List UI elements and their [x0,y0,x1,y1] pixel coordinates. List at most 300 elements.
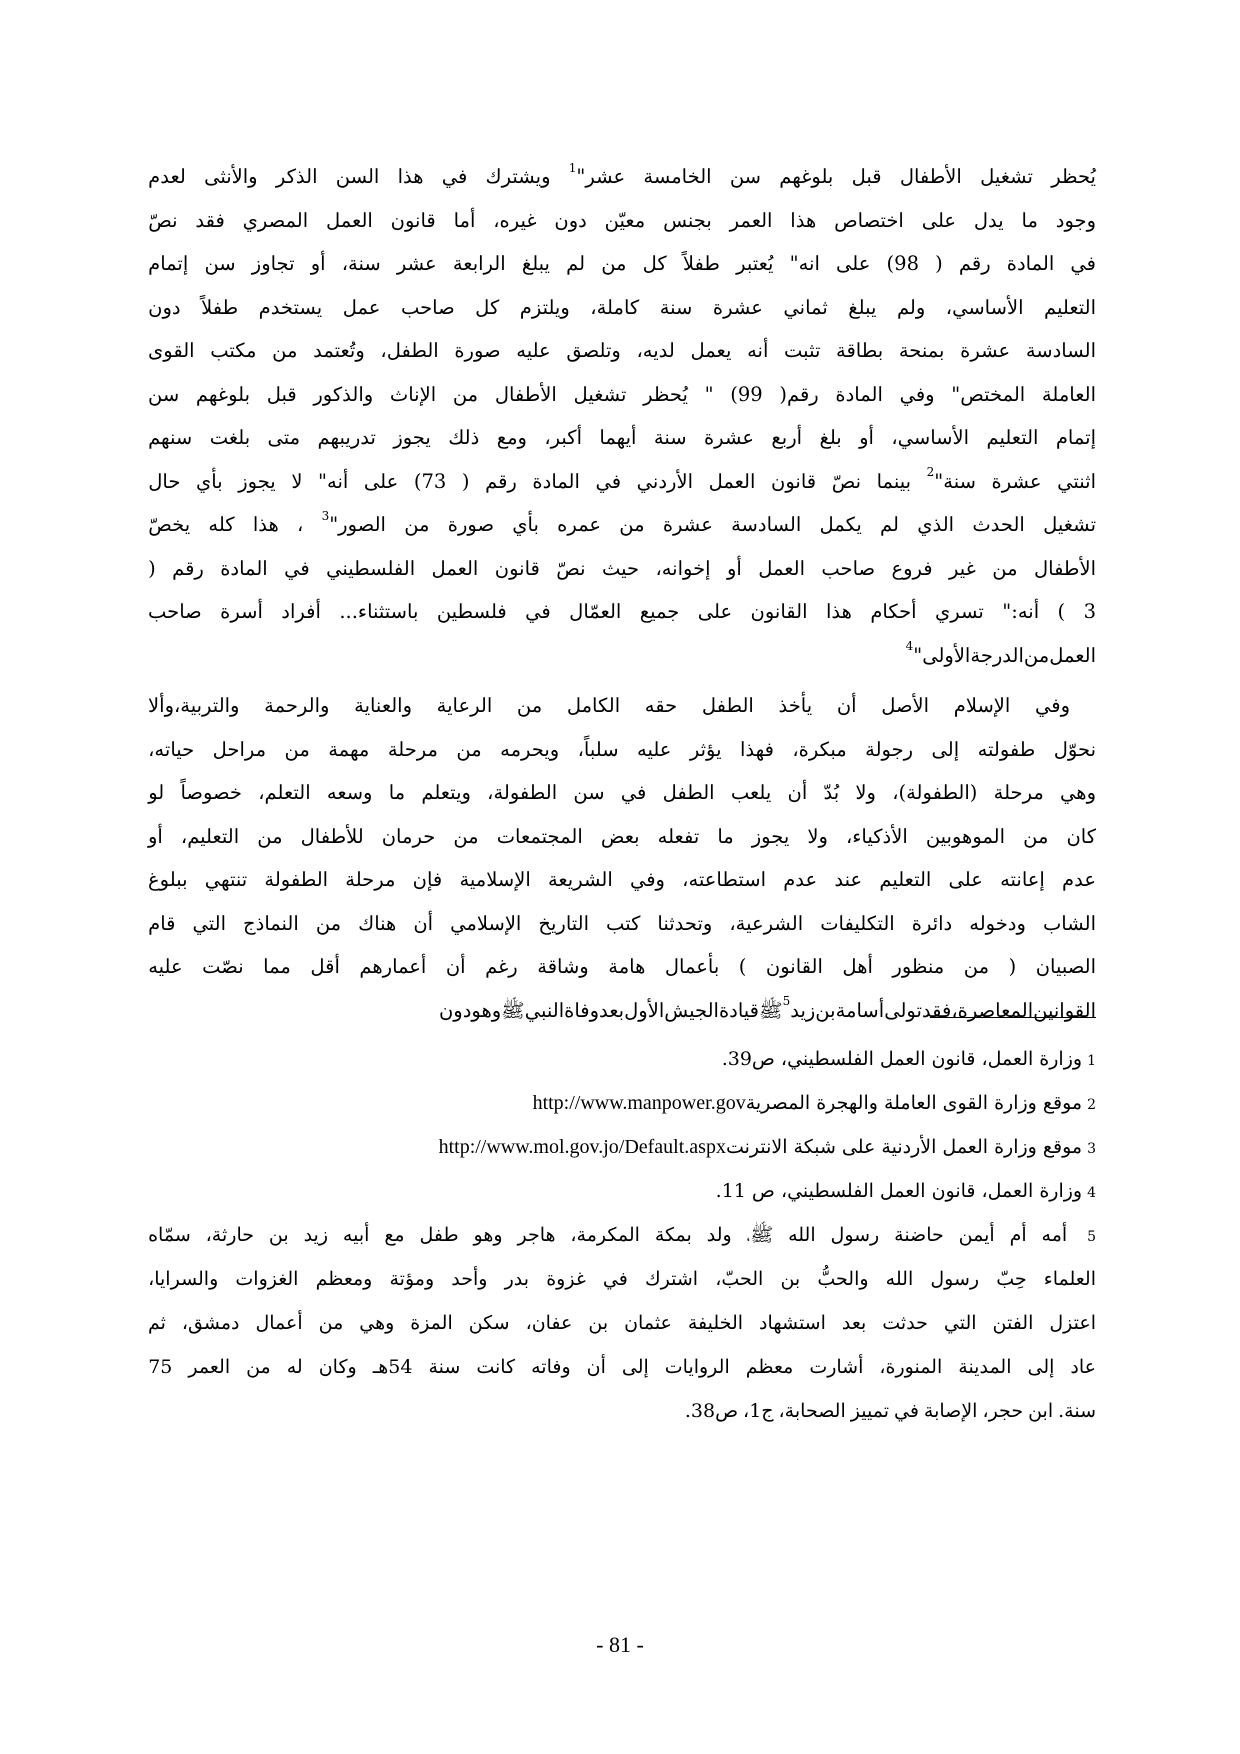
word: باستثناء... [339,600,419,623]
word: 54هـ [372,1356,413,1378]
word: التعليم [986,426,1039,449]
word: الأردني [636,469,693,493]
word: لو [148,781,165,804]
word: اختصاص [834,208,904,232]
word: تدريبهم [317,426,376,449]
word: لا [291,469,303,493]
word: معظم [745,1356,794,1378]
word: تشغيل [573,382,627,406]
word: قيادة [718,998,759,1022]
word: وجود [1055,208,1096,232]
word: بمكة [654,1224,692,1246]
word: إلى [621,1356,649,1378]
word: إلى [1027,1356,1055,1378]
word: عليه [148,955,183,978]
word: الموهوبين [925,824,1006,848]
word: مما [263,955,291,978]
word: صاحب [400,295,455,319]
word: أن [586,1356,606,1378]
paragraph-1-line [148,286,1096,330]
word: في [441,165,468,188]
word: ومعظم [315,1268,373,1290]
word: ولا [807,824,828,848]
word: بن [780,1268,801,1290]
word: العمل [431,556,479,580]
word: على [948,868,983,891]
word: وفي [1035,694,1070,717]
word: والذكور [313,382,374,406]
word: التعليم، [180,824,240,848]
word: بأعمال [664,955,720,978]
word: على [921,208,957,232]
word: الرابعة [452,252,506,275]
word: له [286,1356,303,1378]
footnote-1 [148,1037,1096,1081]
word: عشرة [712,295,763,319]
word: صورة [454,339,501,362]
word: الأصل [881,694,930,717]
word: بن [268,1224,289,1246]
word: مع [384,1224,405,1246]
paragraph-2 [148,684,1096,1032]
word: العمل [326,208,373,232]
word: مرحلة [345,868,396,891]
word: دائرة [911,911,953,935]
word: هذا [825,600,852,623]
word: عدم [783,868,818,891]
word: فهذا [739,737,774,761]
word: صورة [447,513,494,536]
paragraph-1-line [148,547,1096,591]
word: جميع [639,600,680,623]
word: أن [787,781,808,804]
word: يبلغ [521,252,550,275]
word: أنه [747,339,769,362]
word: من [453,824,479,848]
word: التعليم [1044,295,1096,319]
word: 75 [148,1356,173,1378]
word: الذكر [275,165,318,188]
word: استطاعته، [682,868,767,891]
word: من [601,252,627,275]
word: المعاصرة، [951,998,1034,1022]
word: أقل [310,955,340,978]
footnote-5 [148,1213,1096,1433]
word: صاحب [821,556,876,580]
word: غيره، [493,208,537,232]
word: ) [1057,600,1066,623]
word: سنة، [341,252,381,275]
word: ويحرمه [500,737,560,761]
footnote-reference[interactable]: 1 [568,160,577,175]
word: الأذكياء، [845,824,908,848]
word: سلباً، [577,737,619,761]
word: أنه" [318,469,349,493]
footnote-5-line [148,1389,1096,1433]
word: العمل [758,556,806,580]
word: أن [413,911,434,935]
word: عشرة [662,513,713,536]
word: دون [438,998,472,1022]
word: بدر [504,1268,530,1290]
word: 73) [413,469,447,493]
word: الطفل [701,694,754,717]
word: كل [475,295,500,319]
footnote-url-link[interactable]: http://www.manpower.gov [532,1092,746,1114]
paragraph-1-line [148,373,1096,417]
word: متى [267,426,301,449]
word: يعمل [690,339,732,362]
word: الخليفة [687,1312,744,1334]
word: من [1023,643,1050,667]
word: من [619,513,645,536]
word: اثنتي [1057,469,1096,493]
word: أو [148,824,163,848]
word: اشترك [644,1268,699,1290]
word: الأطفال [899,165,962,188]
word: من [318,1312,344,1334]
word: القانون [750,600,808,623]
word: ) [738,955,747,978]
word: للأطفال [300,824,364,848]
word: أن [836,694,857,717]
word: هذا [790,208,817,232]
paragraph-2-line [148,945,1096,989]
word: سنة [659,295,693,319]
word: ويشترك [485,165,551,188]
word: حقه [644,694,678,717]
word: مبكرة، [792,737,847,761]
word: الكامل [566,694,621,717]
word: كانت [476,1356,516,1378]
word: أو [726,556,742,580]
word: أسرة [220,600,263,623]
word: سمّاه [148,1224,191,1246]
word: سنة"$^2$ [926,465,976,493]
word: تولى [884,998,922,1022]
word: بلوغهم [195,382,251,406]
word: سنة [428,1356,461,1378]
word: إتمام [148,252,189,275]
word: يستخدم [258,295,323,319]
body-text [148,155,1096,1032]
word: وتُعتمد [313,339,365,362]
word: ( [935,252,943,275]
word: على [363,469,399,493]
word: عشرة [703,426,754,449]
footnote-reference[interactable]: 4 [905,639,914,653]
word: ولد [706,1224,732,1246]
word: الله [885,1268,914,1290]
word: قبل [266,382,297,406]
word: دون [148,295,181,319]
word: أشارت [809,1356,864,1378]
word: ( [1008,955,1017,978]
word: هذا [252,513,279,536]
word: دمشق، [181,1312,240,1334]
paragraph-2-line [148,902,1096,946]
paragraph-1-line [148,329,1096,373]
word: إتمام [1055,426,1096,449]
word: وفي [899,382,935,406]
footnote-text: وزارة العمل، قانون العمل الفلسطيني، ص39. [721,1048,1083,1070]
word: التعليم [879,868,932,891]
word: الأطفال [1033,556,1096,580]
word: الله [788,1224,816,1246]
word: العمل [708,469,756,493]
word: عفان، [525,1312,573,1334]
word: حال [148,469,181,493]
word: ﷺ [759,998,783,1022]
word: بعض [600,824,640,848]
word: أيمن [958,1224,995,1246]
word: مكتب [210,339,257,362]
word: غزوة [546,1268,586,1290]
word: الحدث [972,513,1025,536]
word: على [697,600,733,623]
word: أحكام [870,600,917,623]
word: المادة [532,469,580,493]
word: طفل [419,1224,459,1246]
word: نصّ [831,469,862,493]
word: من [452,382,479,406]
word: أو [310,252,326,275]
word: سنة [653,426,687,449]
word: ما [1021,208,1038,232]
word: يؤثر [689,737,722,761]
word: يجوز [393,426,431,449]
word: الفلسطيني [326,556,416,580]
word: الإسلامي [450,911,522,935]
word: سكن [468,1312,510,1334]
word: فقد [195,208,225,232]
word: رقم [485,469,517,493]
word: يكمل [819,513,862,536]
footnote-reference[interactable]: 2 [926,465,935,479]
word: كاملة، [590,295,640,319]
word: أو [859,426,874,449]
word: حياته، [148,737,195,761]
word: في [525,600,551,623]
word: إعانته [1000,868,1045,891]
word: والأنثى [204,165,258,188]
word: يبلغ [848,295,877,319]
word: لم [880,513,899,536]
word: كان [1066,824,1096,848]
word: المدينة [958,1356,1012,1378]
word: في [894,1400,919,1422]
word: ما [388,781,406,804]
word: ( [148,556,156,580]
word: من [992,556,1018,580]
footnote-reference[interactable]: 5 [782,994,791,1008]
word: من [284,737,310,761]
word: ومع [496,426,527,449]
footnote-reference[interactable]: 3 [321,508,330,523]
word: 99) [730,382,763,406]
word: حجر، [982,1400,1024,1422]
word: تجاوز [251,252,295,275]
word: والعناية [354,694,412,717]
word: المادة [220,556,268,580]
word: (الطفولة)، [892,781,978,804]
word: قانون [494,556,540,580]
word: العمر [729,208,773,232]
word: طفولته [977,737,1036,761]
paragraph-1-line [148,634,1096,678]
word: 98) [886,252,919,275]
word: القوى [148,339,195,362]
word: رغم [485,955,518,978]
word: زيد$^5$ [782,994,816,1022]
paragraph-1-line [148,590,1096,634]
footnote-text: موقع وزارة العمل الأردنية على شبكة الانترنت [725,1136,1083,1158]
word: هناك [358,911,397,935]
word: يخصّ [148,513,191,536]
word: العمل [1049,643,1096,667]
word: أسامة [835,998,885,1022]
page-number: - 81 - [596,1632,644,1657]
word: عليه [636,737,672,761]
word: يدل [973,208,1004,232]
word: الصبيان [1035,955,1096,978]
footnote-url-link[interactable]: http://www.mol.gov.jo/Default.aspx [438,1136,726,1158]
word: نحوّل [1053,737,1096,761]
word: التكليفات [820,911,895,935]
word: معيّن [604,208,646,232]
word: في [1070,252,1096,275]
word: بمنحة [898,339,945,362]
word: سنهم [148,426,193,449]
word: الطفل، [380,339,439,362]
word: عاد [1070,1356,1096,1378]
word: قانون [771,469,817,493]
word: إخوانه، [655,556,711,580]
word: الأساسي، [891,426,970,449]
word: سن [148,382,180,406]
word: 3 [1083,600,1096,623]
word: الصحابة، [778,1400,846,1422]
word: ص38. [684,1400,739,1422]
footnote-5-line [148,1345,1096,1389]
word: خصوصاً [180,781,242,804]
word: " [704,382,714,406]
word: الشاب [1042,911,1096,935]
word: فإن [412,868,443,891]
word: أهل [842,955,873,978]
word: من [246,1356,271,1378]
word: ولم [896,295,926,319]
word: وشاقة [537,955,589,978]
word: المجتمعات [496,824,583,848]
word: وأحد [451,1268,488,1290]
word: أفراد [281,600,321,623]
word: نصّ [148,208,178,232]
word: العاملة [1041,382,1096,406]
word: مرحلة [993,781,1044,804]
word: بُدّ [823,781,840,804]
word: استشهاد [758,1312,826,1334]
word: حدثت [882,1312,928,1334]
word: بأي [195,469,223,493]
word: المادة [835,382,883,406]
word: السن [335,165,380,188]
word: رقم [172,556,204,580]
word: حيث [601,556,640,580]
word: يُعتبر [736,252,774,275]
word: حارثة، [205,1224,254,1246]
word: لعدم [148,165,186,188]
word: طفلاً [201,295,239,319]
word: المصري [242,208,309,232]
paragraph-2-line [148,728,1096,772]
word: عشر [396,252,437,275]
word: الإناث [389,382,437,406]
word: يُحظر [643,382,688,406]
word: وفاته [531,1356,571,1378]
word: التاريخ [538,911,590,935]
word: بعد [599,998,625,1022]
word: الذي [917,513,955,536]
word: بطاقة [836,339,884,362]
word: العمّال [569,600,622,623]
word: رسول [930,1268,980,1290]
word: ثم [148,1312,166,1334]
word: الجيش [664,998,719,1022]
word: والسرايا، [148,1268,219,1290]
paragraph-2-line [148,858,1096,902]
word: المختص" [951,382,1026,406]
word: وفاة [564,998,600,1022]
word: دون [554,208,587,232]
word: النماذج [243,911,299,935]
word: الروايات [664,1356,730,1378]
word: لم [566,252,586,275]
word: من [516,694,543,717]
word: بلغت [209,426,251,449]
word: قانون [390,208,436,232]
word: الفتن [992,1312,1034,1334]
paragraph-1-line [148,242,1096,286]
footnote-3 [148,1125,1096,1169]
word: يأخذ [778,694,813,717]
word: ومؤتة [389,1268,435,1290]
word: والحبُّ [817,1268,869,1290]
word: في [284,556,310,580]
word: أمه [1041,1224,1068,1246]
word: تشغيل [1043,513,1096,536]
word: تفعله [657,824,700,848]
footnotes [148,1037,1096,1433]
paragraph-1 [148,155,1096,677]
word: من [315,911,342,935]
word: سنة. [1058,1400,1096,1422]
word: تنتهي [204,868,248,891]
footnote-number: 4 [1087,1185,1096,1201]
word: وسعه [326,781,373,804]
word: من [963,955,990,978]
word: من [456,737,482,761]
paragraph-2-line [148,771,1096,815]
word: في [602,1268,628,1290]
word: صاحب [148,600,202,623]
word: تثبت [784,339,821,362]
word: كتب [606,911,641,935]
word: النبي [524,998,565,1022]
paragraph-1-line [148,503,1096,547]
footnote-separator [930,1017,1096,1018]
footnote-5-line [148,1213,1096,1257]
